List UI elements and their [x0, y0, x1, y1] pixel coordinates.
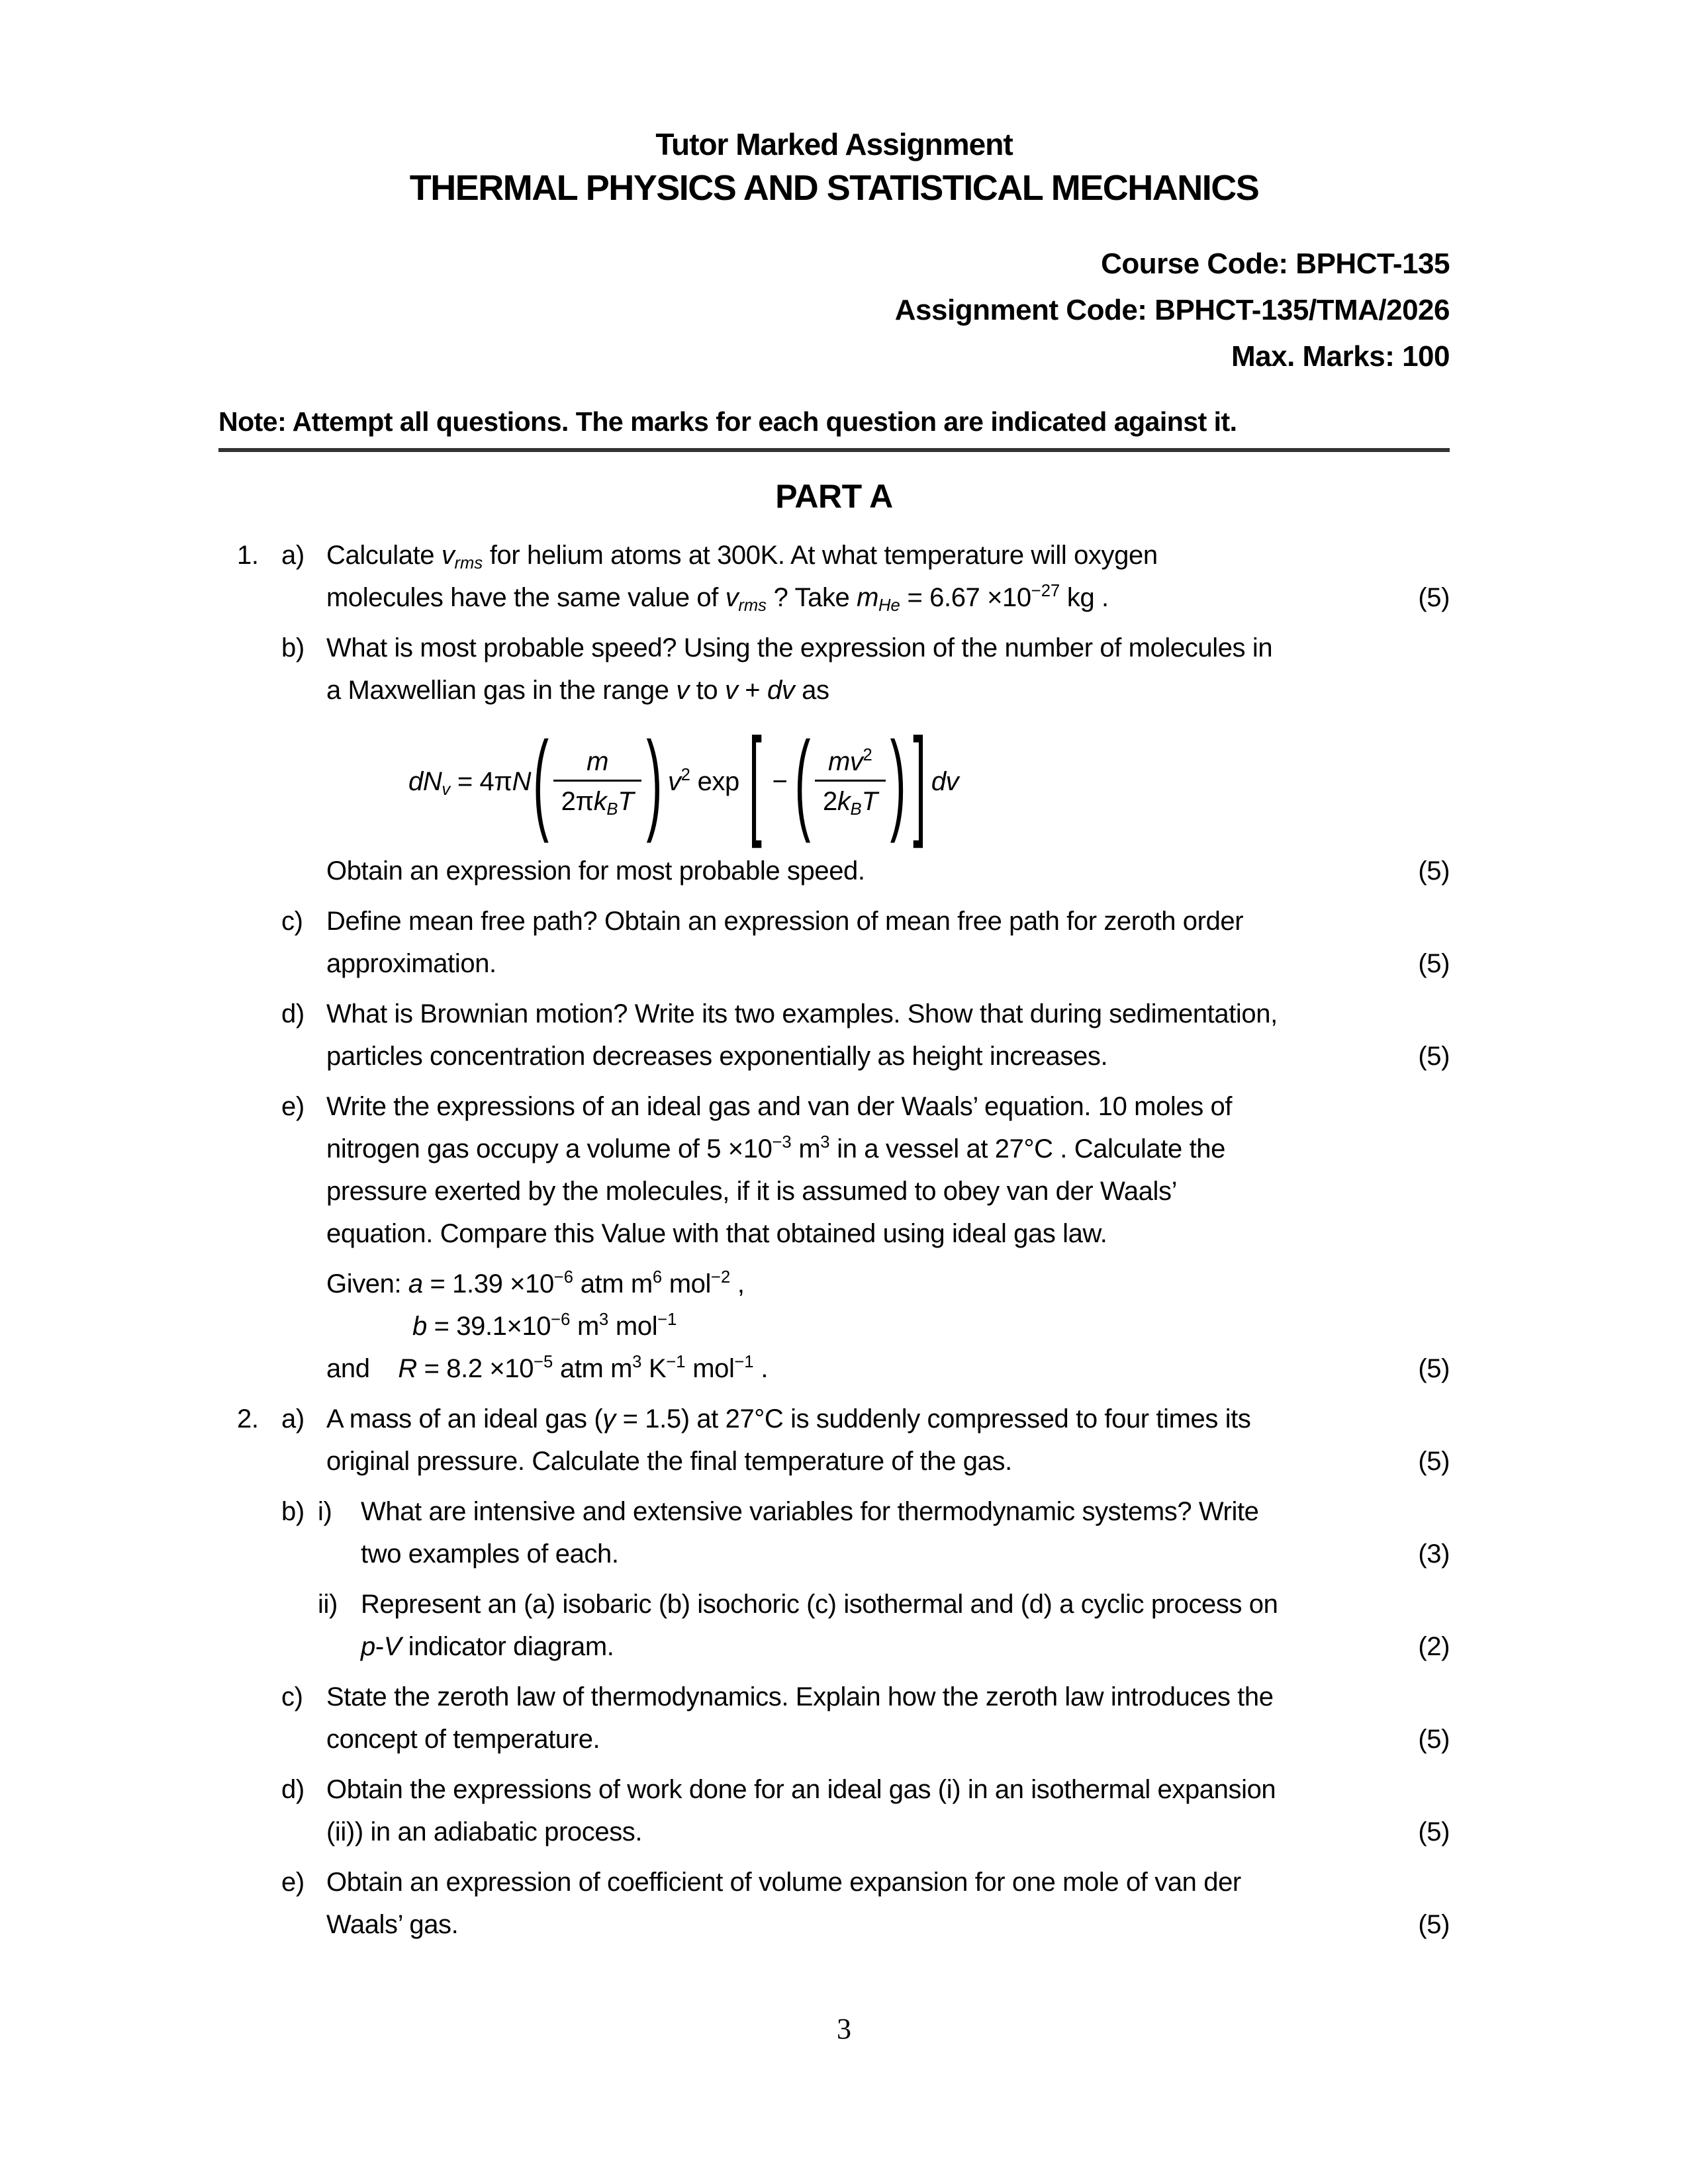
question-2d: [218, 1768, 1450, 1853]
part-label: d): [281, 999, 305, 1029]
equation-lhs: $dN_v = 4\pi N$: [408, 767, 532, 799]
part-label: b): [281, 633, 305, 663]
fraction-denominator: $2k_BT$: [815, 780, 886, 817]
equation-end: dv: [931, 767, 959, 797]
text-line: [326, 1811, 1450, 1853]
question-text: pressure exerted by the molecules, if it is assumed to obey van der Waals’: [326, 1177, 1178, 1206]
text-line: [361, 1533, 1450, 1575]
text-line: [326, 850, 1450, 892]
close-paren: ): [646, 719, 663, 844]
marks-badge: (5): [1418, 583, 1450, 613]
instructions-note: Note: Attempt all questions. The marks for each question are indicated against it.: [218, 406, 1450, 452]
question-1c: [218, 900, 1450, 985]
text-line: [326, 900, 1450, 942]
question-text: Represent an (a) isobaric (b) isochoric (c) isothermal and (d) a cyclic process on: [361, 1590, 1278, 1619]
assignment-code: Assignment Code: BPHCT-135/TMA/2026: [894, 294, 1450, 327]
question-1d: [218, 993, 1450, 1077]
text-line: [326, 669, 1450, 711]
question-2b-ii: [218, 1583, 1450, 1668]
question-text: What are intensive and extensive variables for thermodynamic systems? Write: [361, 1497, 1259, 1527]
page-content: [218, 0, 1450, 1946]
text-line: [326, 1035, 1450, 1077]
question-text: a Maxwellian gas in the range v to v + dv as: [326, 676, 829, 705]
question-text: concept of temperature.: [326, 1725, 600, 1754]
max-marks: Max. Marks: 100: [1231, 340, 1450, 373]
question-text: p-V indicator diagram.: [361, 1632, 614, 1662]
close-paren: ): [890, 719, 906, 844]
equation-middle: $v^2$ exp: [668, 766, 739, 797]
question-1b: [218, 627, 1450, 892]
page-number: 3: [837, 2013, 851, 2045]
text-line: [326, 1768, 1450, 1811]
text-line: [361, 1490, 1450, 1533]
question-text: Define mean free path? Obtain an expression of mean free path for zeroth order: [326, 907, 1244, 936]
text-line: [326, 1212, 1450, 1255]
marks-badge: (5): [1418, 1725, 1450, 1754]
question-2a: [218, 1398, 1450, 1482]
marks-badge: (5): [1418, 949, 1450, 979]
text-line: [326, 1085, 1450, 1128]
marks-badge: (5): [1418, 1042, 1450, 1071]
open-paren: (: [794, 719, 811, 844]
part-label: a): [281, 1404, 305, 1434]
part-label: e): [281, 1092, 305, 1122]
subpart-label: ii): [318, 1590, 338, 1619]
course-info-block: [218, 241, 1450, 380]
text-line: [326, 942, 1450, 985]
open-paren: (: [533, 719, 549, 844]
question-1e: [218, 1085, 1450, 1255]
part-label: e): [281, 1868, 305, 1897]
given-value-b: $b = 39.1\times 10^{-6}$ $m^3$ mol$^{-1}$: [412, 1310, 677, 1342]
section-title: PART A: [775, 478, 893, 516]
marks-badge: (2): [1418, 1632, 1450, 1662]
text-line: [326, 1903, 1450, 1946]
text-line: [326, 576, 1450, 619]
question-text: Calculate $v_{rms}$ for helium atoms at 300K. At what temperature will oxygen: [326, 541, 1158, 573]
question-text: Write the expressions of an ideal gas and van der Waals’ equation. 10 moles of: [326, 1092, 1233, 1122]
question-text: approximation.: [326, 949, 496, 979]
question-number: 2.: [237, 1404, 259, 1434]
marks-badge: (3): [1418, 1539, 1450, 1569]
question-text: nitrogen gas occupy a volume of $5 \times 10^{-3}$ $m^3$ in a vessel at 27°C . Calculate the: [326, 1133, 1225, 1164]
text-line: [326, 1128, 1450, 1170]
course-code: Course Code: BPHCT-135: [1101, 248, 1450, 281]
given-value-r: and $R = 8.2 \times 10^{-5}$ atm $m^3$ $K^{-1}$ mol$^{-1}$ .: [326, 1353, 769, 1384]
text-line: [326, 1305, 1450, 1347]
question-text: two examples of each.: [361, 1539, 619, 1569]
close-bracket: ]: [913, 714, 926, 850]
part-label: c): [281, 907, 303, 936]
question-text: State the zeroth law of thermodynamics. Explain how the zeroth law introduces the: [326, 1682, 1274, 1712]
question-text: Obtain the expressions of work done for an ideal gas (i) in an isothermal expansion: [326, 1775, 1276, 1805]
marks-badge: (5): [1418, 1354, 1450, 1384]
question-text: Obtain an expression of coefficient of volume expansion for one mole of van der: [326, 1868, 1241, 1897]
open-bracket: [: [748, 714, 762, 850]
text-line: [361, 1583, 1450, 1625]
question-text: original pressure. Calculate the final temperature of the gas.: [326, 1447, 1012, 1477]
question-text: particles concentration decreases exponentially as height increases.: [326, 1042, 1108, 1071]
question-2e: [218, 1861, 1450, 1946]
text-line: [326, 1263, 1450, 1305]
given-value-a: Given: $a = 1.39 \times 10^{-6}$ atm $m^6$ mol$^{-2}$ ,: [326, 1268, 745, 1299]
fraction-2: [815, 747, 886, 817]
part-label: a): [281, 541, 305, 570]
question-2c: [218, 1676, 1450, 1760]
question-text: What is Brownian motion? Write its two examples. Show that during sedimentation,: [326, 999, 1278, 1029]
maxwell-distribution-equation: [408, 714, 1450, 850]
question-text: equation. Compare this Value with that obtained using ideal gas law.: [326, 1219, 1107, 1249]
question-number: 1.: [237, 541, 259, 570]
question-text: (ii)) in an adiabatic process.: [326, 1817, 643, 1847]
fraction-denominator: $2\pi k_BT$: [553, 780, 642, 817]
text-line: [326, 627, 1450, 669]
part-label: c): [281, 1682, 303, 1712]
given-values-block: [218, 1263, 1450, 1390]
marks-badge: (5): [1418, 856, 1450, 886]
question-text: Waals’ gas.: [326, 1910, 459, 1940]
marks-badge: (5): [1418, 1447, 1450, 1477]
fraction-numerator: m: [586, 747, 608, 777]
question-text: What is most probable speed? Using the expression of the number of molecules in: [326, 633, 1273, 663]
text-line: [361, 1625, 1450, 1668]
text-line: [326, 993, 1450, 1035]
fraction-numerator: $mv^2$: [827, 746, 872, 777]
question-text: Obtain an expression for most probable speed.: [326, 856, 865, 886]
text-line: [326, 1861, 1450, 1903]
marks-badge: (5): [1418, 1817, 1450, 1847]
question-list: [218, 534, 1450, 1946]
minus-sign: −: [772, 767, 788, 797]
text-line: [326, 1440, 1450, 1482]
part-label: d): [281, 1775, 305, 1805]
document-title-line2: THERMAL PHYSICS AND STATISTICAL MECHANICS: [409, 167, 1259, 208]
text-line: [326, 1398, 1450, 1440]
text-line: [326, 1170, 1450, 1212]
text-line: [326, 1347, 1450, 1390]
question-2b-i: [218, 1490, 1450, 1575]
text-line: [326, 1676, 1450, 1718]
document-title-line1: Tutor Marked Assignment: [655, 127, 1013, 161]
text-line: [326, 1718, 1450, 1760]
subpart-label: i): [318, 1497, 332, 1527]
question-1a: [218, 534, 1450, 619]
question-text: molecules have the same value of $v_{rms}$ ? Take $m_{He} = 6.67 \times 10^{-27}$ kg .: [326, 582, 1109, 615]
marks-badge: (5): [1418, 1910, 1450, 1940]
part-label: b): [281, 1497, 305, 1527]
text-line: [326, 534, 1450, 576]
fraction-1: [553, 747, 642, 817]
question-text: A mass of an ideal gas (γ = 1.5) at 27°C is suddenly compressed to four times its: [326, 1404, 1251, 1434]
